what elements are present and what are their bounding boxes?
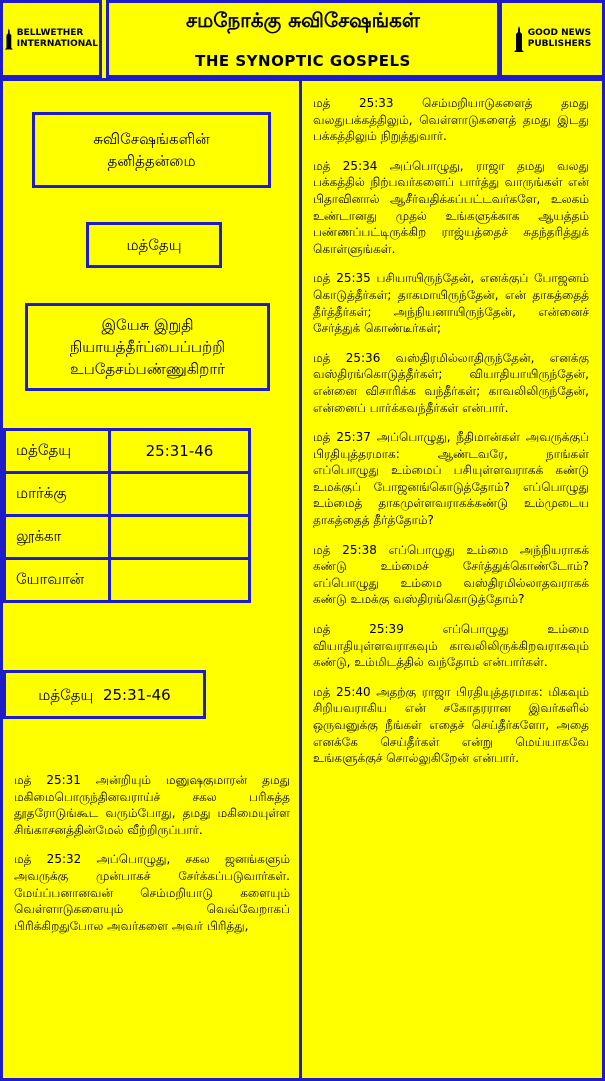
verse-paragraph: மத் 25:32 அப்பொழுது, சகல ஜனங்களும் அவருக்கு முன்பாகச் சேர்க்கப்படுவார்கள். மேய்ப்பனானவன் செம்மறியாடு களையும் வெள்ளாடுகளையும் வெவ்வேறாகப் பிரிக்கிறதுபோல அவர்களை அவர் பிரித்து,	[14, 852, 290, 933]
gospel-book-cell: லூக்கா	[5, 516, 110, 559]
topic-line-2: நியாயத்தீர்ப்பைப்பற்றி	[69, 338, 226, 356]
feature-line-1: சுவிசேஷங்களின்	[93, 130, 210, 148]
topic-box	[25, 303, 270, 391]
verse-paragraph: மத் 25:37 அப்பொழுது, நீதிமான்கள் அவருக்குப் பிரதியுத்தரமாக: ஆண்டவரே, நாங்கள் எப்பொழுது உம்மைப் பசியுள்ளவராகக் கண்டு உமக்குப் போஜனங்கொடுத்தோம்? எப்பொழுது உம்மைத் தாகமுள்ளவராகக்கண்டு உம்முடைய தாகத்தைத் தீர்த்தோம்?	[313, 430, 589, 528]
right-publisher-line-1: GOOD NEWS	[527, 28, 592, 38]
table-row	[5, 559, 250, 602]
gospel-book-cell: மார்க்கு	[5, 473, 110, 516]
verse-paragraph: மத் 25:36 வஸ்திரமில்லாதிருந்தேன், எனக்கு வஸ்திரங்கொடுத்தீர்கள்; வியாதியாயிருந்தேன், என்னை விசாரிக்க வந்தீர்கள்; காவலிலிருந்தேன், என்னைப் பார்க்கவந்தீர்கள் என்பார்.	[313, 350, 589, 415]
bellwether-logo	[4, 10, 98, 68]
gospel-ref-cell	[110, 516, 250, 559]
verse-paragraph: மத் 25:40 அதற்கு ராஜா பிரதியுத்தரமாக: மிகவும் சிறியவராகிய என் சகோதரரான இவர்களில் ஒருவனுக்கு நீங்கள் எதைச் செய்தீர்களோ, அதை எனக்கே செய்தீர்கள் என்று மெய்யாகவே உங்களுக்குச் சொல்லுகிறேன் என்பார்.	[313, 684, 589, 766]
title-english: THE SYNOPTIC GOSPELS	[195, 52, 411, 70]
gospel-ref-cell	[110, 559, 250, 602]
bell-tower-icon	[513, 26, 525, 52]
left-publisher-line-2: INTERNATIONAL	[16, 39, 98, 49]
reference-box	[3, 670, 206, 719]
gospel-ref-cell: 25:31-46	[110, 430, 250, 473]
feature-box	[32, 112, 271, 188]
left-publisher-line-1: BELLWETHER	[16, 28, 84, 38]
topic-line-3: உபதேசம்பண்ணுகிறார்	[69, 360, 226, 378]
table-row	[5, 473, 250, 516]
verse-paragraph: மத் 25:33 செம்மறியாடுகளைத் தமது வலதுபக்கத்திலும், வெள்ளாடுகளைத் தமது இடது பக்கத்திலும் நிறுத்துவார்.	[313, 96, 589, 144]
gospel-ref-cell	[110, 473, 250, 516]
title-tamil: சமநோக்கு சுவிசேஷங்கள்	[186, 8, 420, 32]
verse-paragraph: மத் 25:34 அப்பொழுது, ராஜா தமது வலது பக்கத்தில் நிற்பவர்களைப் பார்த்து வாருங்கள் என் பிதாவினால் ஆசீர்வதிக்கப்பட்டவர்களே, உலகம் உண்டானது முதல் உங்களுக்காக ஆயத்தம் பண்ணப்பட்டிருக்கிற ராஜ்யத்தைச் சுதந்தரித்துக் கொள்ளுங்கள்.	[313, 158, 589, 256]
table-row	[5, 430, 250, 473]
gospel-table	[3, 428, 251, 603]
topic-line-1: இயேசு இறுதி	[101, 316, 194, 334]
right-verses	[313, 95, 589, 780]
left-verses	[14, 772, 290, 947]
verse-paragraph: மத் 25:35 பசியாயிருந்தேன், எனக்குப் போஜனம் கொடுத்தீர்கள்; தாகமாயிருந்தேன், என் தாகத்தைத் தீர்த்தீர்கள்; அந்நியனாயிருந்தேன், என்னைச் சேர்த்துக் கொண்டீர்கள்;	[313, 271, 589, 336]
verse-paragraph: மத் 25:31 அன்றியும் மனுஷகுமாரன் தமது மகிமைபொருந்தினவராய்ச் சகல பரிசுத்த தூதரோடுங்கூட வரும்போது, தமது மகிமையுள்ள சிங்காசனத்தின்மேல் வீற்றிருப்பார்.	[14, 773, 290, 837]
right-publisher-line-2: PUBLISHERS	[527, 39, 592, 49]
table-row	[5, 516, 250, 559]
verse-paragraph: மத் 25:39 எப்பொழுது உம்மை வியாதியுள்ளவராகவும் காவலிலிருக்கிறவராகவும் கண்டு, உம்மிடத்தில் வந்தோம் என்பார்கள்.	[313, 622, 589, 670]
book-label: மத்தேயு	[126, 236, 182, 254]
bell-tower-icon	[4, 26, 14, 52]
feature-line-2: தனித்தன்மை	[107, 152, 196, 170]
book-box	[86, 222, 222, 268]
verse-paragraph: மத் 25:38 எப்பொழுது உம்மை அந்நியராகக் கண்டு உம்மைச் சேர்த்துக்கொண்டோம்? எப்பொழுது உம்மை வஸ்திரமில்லாதவராகக் கண்டு உமக்கு வஸ்திரங்கொடுத்தோம்?	[313, 542, 589, 607]
good-news-logo	[502, 10, 602, 68]
reference-label: மத்தேயு 25:31-46	[38, 685, 171, 704]
gospel-book-cell: மத்தேயு	[5, 430, 110, 473]
gospel-book-cell: யோவான்	[5, 559, 110, 602]
